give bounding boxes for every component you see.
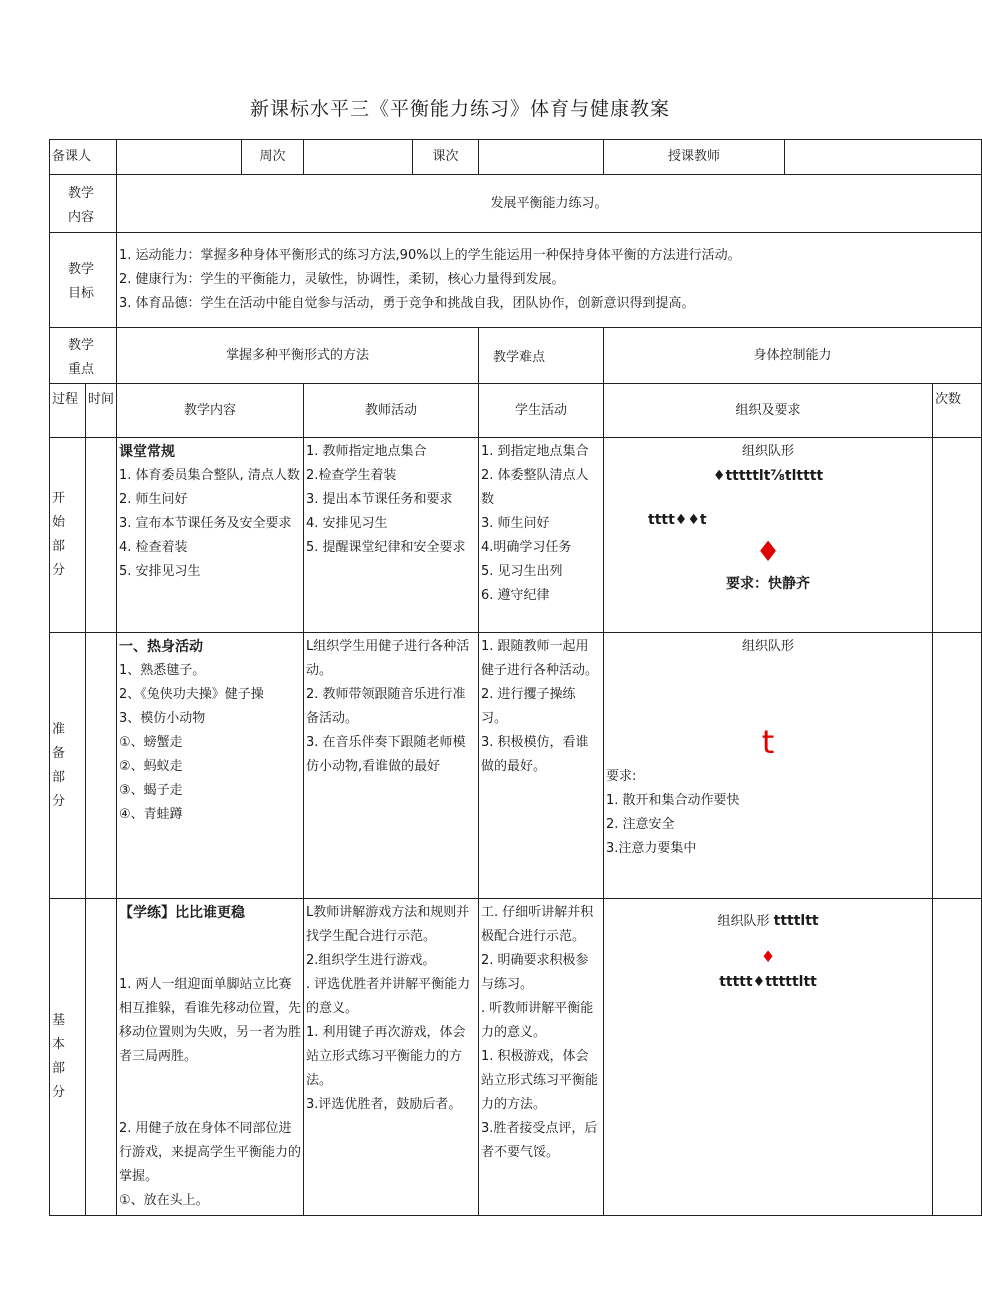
paragraph: 2. 用健子放在身体不同部位进行游戏，来提高学生平衡能力的掌握。 <box>119 1121 302 1184</box>
prep-section-row <box>50 633 982 899</box>
focus-label: 教学重点 <box>50 328 117 384</box>
start-content-title: 课堂常规 <box>119 444 176 460</box>
basic-time <box>86 899 117 1216</box>
list-item: 2. 师生问好 <box>119 492 188 507</box>
lesson-value[interactable] <box>479 140 604 175</box>
list-item: 1. 利用键子再次游戏，体会站立形式练习平衡能力的方法。 <box>306 1025 466 1088</box>
list-item: 3. 师生问好 <box>481 516 550 531</box>
start-organization <box>604 438 933 633</box>
col-count: 次数 <box>933 384 982 438</box>
list-item: 5. 见习生出列 <box>481 564 563 579</box>
list-item: 2. 体委整队清点人数 <box>481 468 589 507</box>
list-item: 3. 在音乐伴奏下跟随老师模仿小动物,看谁做的最好 <box>306 735 466 774</box>
list-item: 3、模仿小动物 <box>119 711 206 726</box>
prep-student <box>479 633 604 899</box>
start-section-row <box>50 438 982 633</box>
list-item: 1、熟悉毽子。 <box>119 663 206 678</box>
goal-item: 1. 运动能力：掌握多种身体平衡形式的练习方法,90%以上的学生能运用一种保持身体平衡的方法进行活动。 <box>119 248 741 263</box>
basic-count <box>933 899 982 1216</box>
prep-teacher <box>304 633 479 899</box>
start-teacher <box>304 438 479 633</box>
goals-list <box>117 233 982 328</box>
list-item: ③、蝎子走 <box>119 783 183 798</box>
list-item: 5. 安排见习生 <box>119 564 201 579</box>
lesson-plan-table <box>49 139 982 1216</box>
list-item: 2、《兔侠功夫操》健子操 <box>119 687 264 702</box>
preparer-value[interactable] <box>117 140 242 175</box>
teacher-position-icon: t <box>761 723 775 761</box>
list-item: L组织学生用健子进行各种活动。 <box>306 639 470 678</box>
week-label: 周次 <box>242 140 304 175</box>
col-process: 过程 <box>50 384 86 438</box>
list-item: ④、青蛙蹲 <box>119 807 183 822</box>
list-item: 3. 宣布本节课任务及安全要求 <box>119 516 292 531</box>
prep-content <box>117 633 304 899</box>
prep-organization <box>604 633 933 899</box>
goal-item: 2. 健康行为：学生的平衡能力，灵敏性，协调性，柔韧，核心力量得到发展。 <box>119 272 565 287</box>
lesson-label: 课次 <box>413 140 479 175</box>
content-label: 教学内容 <box>50 175 117 233</box>
goals-label: 教学目标 <box>50 233 117 328</box>
prep-time <box>86 633 117 899</box>
paragraph: ①、放在头上。 <box>119 1193 209 1208</box>
list-item: 工. 仔细听讲解并积极配合进行示范。 <box>481 905 594 944</box>
list-item: 2. 教师带领跟随音乐进行准备活动。 <box>306 687 466 726</box>
basic-student <box>479 899 604 1216</box>
list-item: 6. 遵守纪律 <box>481 588 550 603</box>
col-time: 时间 <box>86 384 117 438</box>
list-item: 4. 检查着装 <box>119 540 188 555</box>
week-value[interactable] <box>304 140 413 175</box>
difficulty-value: 身体控制能力 <box>604 328 982 384</box>
list-item: 3.注意力要集中 <box>606 841 697 856</box>
preparer-label: 备课人 <box>50 140 117 175</box>
formation-row: ttttt♦tttttltt <box>719 974 817 990</box>
basic-teacher <box>304 899 479 1216</box>
col-student: 学生活动 <box>479 384 604 438</box>
list-item: . 听教师讲解平衡能力的意义。 <box>481 1001 594 1040</box>
start-section-label: 开始部分 <box>50 438 86 633</box>
start-content <box>117 438 304 633</box>
org-title-line <box>606 909 930 934</box>
list-item: 3. 提出本节课任务和要求 <box>306 492 453 507</box>
list-item: 1. 体育委员集合整队, 清点人数 <box>119 468 300 483</box>
list-item: L教师讲解游戏方法和规则并找学生配合进行示范。 <box>306 905 470 944</box>
list-item: . 评选优胜者并讲解平衡能力的意义。 <box>306 977 471 1016</box>
start-time <box>86 438 117 633</box>
list-item: 1. 积极游戏，体会站立形式练习平衡能力的方法。 <box>481 1049 599 1112</box>
list-item: 2. 注意安全 <box>606 817 675 832</box>
document-title: 新课标水平三《平衡能力练习》体育与健康教案 <box>249 98 670 120</box>
focus-value: 掌握多种平衡形式的方法 <box>117 328 479 384</box>
basic-content-title: 【学练】比比谁更稳 <box>119 905 246 921</box>
col-teacher: 教师活动 <box>304 384 479 438</box>
list-item: 2. 进行攫子操练习。 <box>481 687 576 726</box>
list-item: 1. 散开和集合动作要快 <box>606 793 740 808</box>
org-title: 组织队形 <box>742 444 795 459</box>
list-item: 3.评选优胜者，鼓励后者。 <box>306 1097 462 1112</box>
prep-section-label: 准备部分 <box>50 633 86 899</box>
content-value: 发展平衡能力练习。 <box>117 175 982 233</box>
prep-content-title: 一、热身活动 <box>119 639 204 655</box>
org-req-title: 要求: <box>606 769 637 784</box>
list-item: 2.组织学生进行游戏。 <box>306 953 436 968</box>
col-content: 教学内容 <box>117 384 304 438</box>
teacher-position-icon: ♦ <box>755 535 781 568</box>
list-item: 2. 明确要求积极参与练习。 <box>481 953 589 992</box>
basic-content <box>117 899 304 1216</box>
list-item: 4. 安排见习生 <box>306 516 388 531</box>
basic-section-row <box>50 899 982 1216</box>
col-organization: 组织及要求 <box>604 384 933 438</box>
column-header-row <box>50 384 982 438</box>
org-title: 组织队形 <box>742 639 795 654</box>
teacher-position-icon: ♦ <box>760 947 776 966</box>
org-requirement: 要求：快静齐 <box>726 576 811 592</box>
start-count <box>933 438 982 633</box>
list-item: 4.明确学习任务 <box>481 540 572 555</box>
org-title: 组织队形 <box>717 914 770 929</box>
list-item: 3.胜者接受点评，后者不要气馁。 <box>481 1121 598 1160</box>
list-item: 3. 积极模仿，看谁做的最好。 <box>481 735 589 774</box>
goals-row <box>50 233 982 328</box>
formation-row: ttttltt <box>773 913 819 929</box>
teacher-value[interactable] <box>785 140 982 175</box>
difficulty-label: 教学难点 <box>479 328 604 384</box>
list-item: ①、螃蟹走 <box>119 735 183 750</box>
paragraph: 1. 两人一组迎面单脚站立比赛相互推躲，看谁先移动位置，先移动位置则为失败，另一者为胜者三局两胜。 <box>119 977 302 1064</box>
goal-item: 3. 体育品德：学生在活动中能自觉参与活动，勇于竞争和挑战自我，团队协作，创新意识得到提高。 <box>119 296 695 311</box>
formation-row: ♦tttttlt⅞tltttt <box>712 468 824 484</box>
list-item: ②、蚂蚁走 <box>119 759 183 774</box>
basic-section-label: 基本部分 <box>50 899 86 1216</box>
prep-count <box>933 633 982 899</box>
keypoints-row <box>50 328 982 384</box>
header-row <box>50 140 982 175</box>
content-row <box>50 175 982 233</box>
list-item: 5. 提醒课堂纪律和安全要求 <box>306 540 466 555</box>
list-item: 1. 到指定地点集合 <box>481 444 589 459</box>
basic-organization <box>604 899 933 1216</box>
teacher-label: 授课教师 <box>604 140 785 175</box>
formation-row: tttt♦♦t <box>648 512 707 528</box>
list-item: 1. 教师指定地点集合 <box>306 444 427 459</box>
list-item: 2.检查学生着装 <box>306 468 397 483</box>
list-item: 1. 跟随教师一起用健子进行各种活动。 <box>481 639 599 678</box>
start-student <box>479 438 604 633</box>
